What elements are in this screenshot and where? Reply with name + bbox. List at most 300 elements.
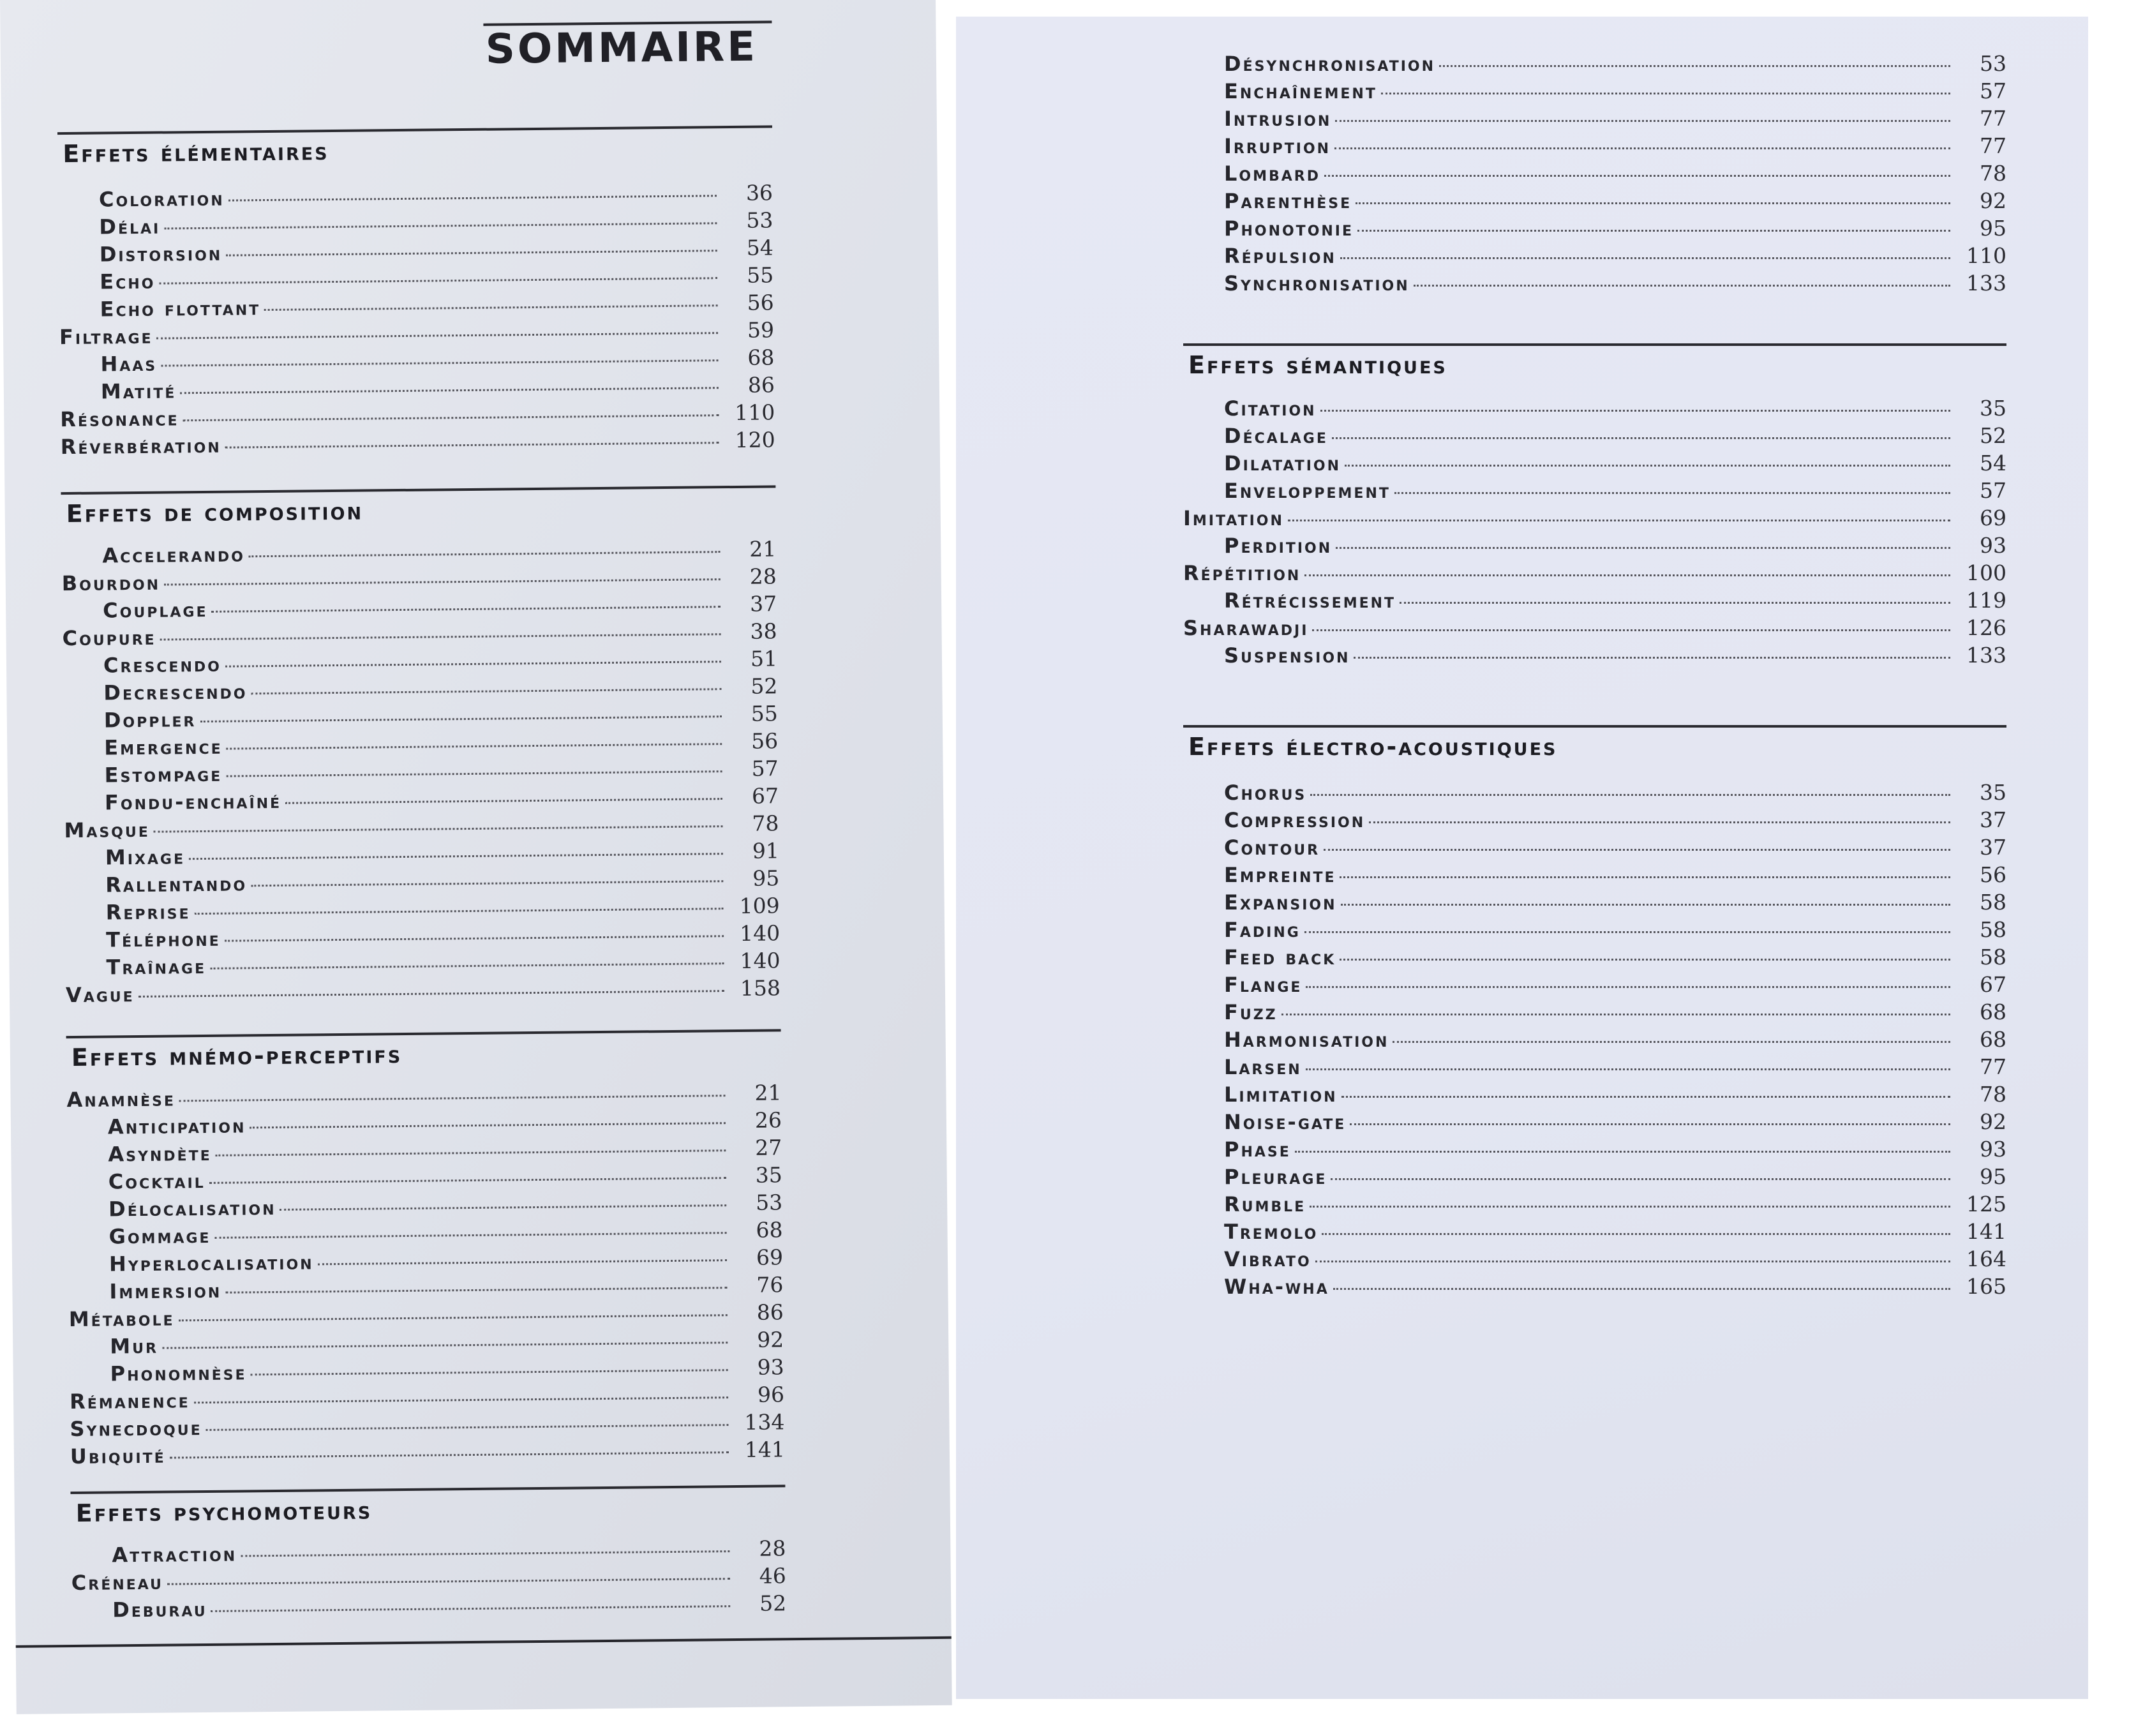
toc-entry [1183, 133, 2006, 161]
entry-title: Coupure [62, 625, 156, 651]
dot-leader [179, 1095, 726, 1102]
entry-title: Echo [100, 269, 156, 294]
section-rule [1183, 343, 2006, 346]
entry-list [61, 536, 781, 1010]
dot-leader [1295, 1151, 1950, 1153]
entry-title: Traînage [106, 954, 207, 980]
dot-leader [1315, 1261, 1950, 1262]
toc-entry [1183, 643, 2006, 670]
page-number: 140 [739, 920, 781, 946]
entry-title: Reprise [105, 899, 191, 925]
dot-leader [228, 195, 717, 201]
entry-title: Larsen [1224, 1055, 1302, 1079]
entry-title: Harmonisation [1224, 1028, 1389, 1052]
page-number: 110 [735, 400, 775, 425]
page-number: 68 [747, 345, 775, 370]
entry-title: Résonance [60, 406, 179, 432]
page-number: 46 [759, 1563, 786, 1589]
dot-leader [212, 606, 721, 613]
dot-leader [161, 359, 718, 366]
dot-leader [241, 1550, 729, 1557]
entry-title: Tremolo [1224, 1220, 1318, 1244]
dot-leader [194, 1396, 728, 1403]
dot-leader [1341, 1096, 1950, 1098]
toc-entry [1183, 1082, 2006, 1109]
dot-leader [1439, 65, 1950, 67]
section-heading: Effets psychomoteurs [75, 1496, 373, 1527]
entry-title: Filtrage [59, 324, 153, 350]
page-number: 69 [1980, 505, 2006, 530]
toc-entry [1183, 1109, 2006, 1137]
page-number: 67 [1980, 972, 2006, 997]
page-number: 69 [756, 1245, 784, 1270]
section-rule [70, 1485, 785, 1494]
entry-title: Chorus [1224, 781, 1307, 805]
page-number: 55 [751, 701, 778, 726]
page-number: 37 [1980, 807, 2006, 832]
entry-title: Vibrato [1224, 1247, 1311, 1271]
page-number: 26 [754, 1107, 782, 1133]
entry-title: Deburau [112, 1597, 207, 1622]
toc-entry [1183, 615, 2006, 643]
entry-title: Suspension [1224, 643, 1350, 668]
dot-leader [249, 551, 721, 557]
page-number: 28 [749, 564, 777, 589]
page-number: 92 [1980, 1109, 2006, 1134]
dot-leader [1281, 1014, 1950, 1015]
entry-title: Decrescendo [103, 679, 248, 705]
entry-list [66, 1080, 785, 1471]
page-number: 37 [749, 591, 777, 617]
entry-title: Immersion [109, 1278, 222, 1304]
dot-leader [225, 935, 724, 942]
toc-entry [1183, 1164, 2006, 1192]
dot-leader [1320, 410, 1950, 412]
left-page [0, 0, 952, 1714]
entry-title: Doppler [103, 707, 197, 733]
dot-leader [159, 277, 717, 284]
section-heading: Effets électro-acoustiques [1188, 733, 1558, 761]
page-number: 56 [751, 728, 779, 754]
entry-list [71, 1536, 786, 1625]
page-number: 28 [759, 1536, 786, 1561]
toc-entry [1183, 423, 2006, 451]
dot-leader [1393, 1041, 1950, 1043]
toc-entry [1183, 396, 2006, 423]
entry-title: Fuzz [1224, 1000, 1278, 1024]
dot-leader [183, 414, 719, 421]
dot-leader [1310, 1206, 1950, 1208]
entry-title: Phonomnèse [110, 1360, 247, 1386]
dot-leader [214, 1232, 726, 1239]
dot-leader [1331, 1178, 1950, 1180]
page-number: 58 [1980, 890, 2006, 915]
section-heading: Effets élémentaires [63, 137, 329, 168]
page-number: 58 [1980, 917, 2006, 942]
toc-entry [1183, 1246, 2006, 1274]
page-number: 77 [1980, 106, 2006, 131]
dot-leader [170, 1451, 729, 1458]
page-number: 53 [746, 207, 773, 233]
entry-title: Créneau [71, 1569, 164, 1596]
page-number: 77 [1980, 1054, 2006, 1079]
entry-title: Coloration [98, 186, 225, 212]
entry-title: Enveloppement [1224, 479, 1391, 503]
dot-leader [160, 633, 721, 640]
dot-leader [1304, 931, 1950, 933]
dot-leader [1414, 285, 1950, 287]
page-number: 53 [1980, 51, 2006, 76]
entry-title: Pleurage [1224, 1165, 1327, 1189]
page-number: 133 [1966, 271, 2006, 296]
entry-title: Enchaînement [1224, 79, 1377, 103]
entry-title: Bourdon [61, 570, 161, 596]
dot-leader [1336, 547, 1950, 549]
page-number: 58 [1980, 945, 2006, 969]
toc-entry [1183, 588, 2006, 615]
entry-title: Répulsion [1224, 244, 1336, 268]
dot-leader [251, 688, 722, 694]
entry-list [1183, 396, 2006, 670]
dot-leader [164, 222, 717, 229]
bottom-rule [16, 1636, 952, 1648]
toc-entry [1183, 451, 2006, 478]
page-number: 95 [1980, 216, 2006, 241]
toc-entry [1183, 79, 2006, 106]
entry-title: Contour [1224, 835, 1320, 860]
page-number: 95 [1980, 1164, 2006, 1189]
entry-title: Parenthèse [1224, 189, 1352, 213]
page-number: 110 [1966, 243, 2006, 268]
section-rule [57, 125, 772, 135]
dot-leader [164, 578, 721, 585]
toc-entry [1183, 1274, 2006, 1301]
dot-leader [200, 715, 721, 722]
dot-leader [1369, 821, 1950, 823]
toc-entry [1183, 945, 2006, 972]
page-number: 141 [1966, 1219, 2006, 1244]
toc-entry [1183, 560, 2006, 588]
toc-entry [1183, 505, 2006, 533]
entry-list [1183, 780, 2006, 1301]
dot-leader [1340, 257, 1950, 259]
dot-leader [1341, 904, 1950, 906]
dot-leader [211, 1605, 731, 1612]
page-number: 134 [744, 1409, 785, 1435]
entry-title: Synchronisation [1224, 271, 1410, 296]
entry-title: Mur [110, 1333, 159, 1359]
entry-title: Emergence [104, 734, 223, 760]
page-number: 158 [740, 975, 781, 1001]
page-number: 76 [756, 1272, 784, 1298]
page-number: 141 [744, 1437, 786, 1462]
page-number: 109 [739, 893, 780, 918]
page-number: 140 [740, 948, 781, 973]
entry-title: Wha-wha [1224, 1275, 1329, 1299]
entry-title: Métabole [68, 1306, 175, 1332]
dot-leader [225, 442, 719, 448]
page-number: 55 [747, 262, 774, 288]
toc-entry [1183, 188, 2006, 216]
entry-title: Vague [65, 982, 135, 1008]
dot-leader [167, 1578, 730, 1585]
entry-title: Irruption [1224, 134, 1331, 158]
toc-entry [1183, 243, 2006, 271]
page-number: 53 [755, 1190, 783, 1215]
page-number: 56 [747, 290, 774, 315]
right-page [956, 17, 2088, 1699]
entry-title: Expansion [1224, 890, 1337, 915]
toc-entry [1183, 999, 2006, 1027]
dot-leader [1304, 574, 1950, 576]
dot-leader [206, 1424, 729, 1431]
page-title: SOMMAIRE [485, 23, 758, 73]
page-number: 38 [750, 618, 777, 644]
page-number: 51 [750, 646, 778, 671]
dot-leader [225, 1287, 727, 1294]
dot-leader [1333, 1288, 1950, 1290]
dot-leader [1357, 230, 1950, 232]
dot-leader [1288, 520, 1950, 521]
page-number: 86 [756, 1299, 784, 1325]
section-rule [61, 485, 775, 495]
dot-leader [1345, 465, 1950, 467]
entry-title: Citation [1224, 396, 1317, 421]
dot-leader [195, 908, 724, 915]
entry-title: Perdition [1224, 534, 1333, 558]
dot-leader [318, 1259, 727, 1265]
entry-title: Rémanence [69, 1388, 190, 1414]
dot-leader [154, 825, 723, 833]
page-number: 96 [757, 1382, 785, 1407]
page-number: 21 [754, 1080, 782, 1105]
dot-leader [1306, 986, 1950, 988]
page-number: 67 [751, 783, 779, 809]
page-number: 27 [755, 1135, 782, 1160]
dot-leader [1335, 120, 1950, 122]
toc-entry [1183, 1192, 2006, 1219]
toc-entry [1183, 51, 2006, 79]
entry-title: Mixage [105, 844, 186, 870]
dot-leader [285, 798, 722, 804]
entry-title: Feed back [1224, 945, 1336, 969]
entry-title: Réverbération [60, 433, 221, 460]
page-number: 91 [752, 838, 780, 864]
entry-title: Fading [1224, 918, 1301, 942]
toc-entry [1183, 917, 2006, 945]
toc-entry [1183, 862, 2006, 890]
page-number: 77 [1980, 133, 2006, 158]
entry-title: Anamnèse [66, 1086, 176, 1112]
entry-title: Empreinte [1224, 863, 1336, 887]
page-number: 52 [751, 673, 778, 699]
entry-title: Rumble [1224, 1192, 1306, 1216]
entry-title: Fondu-enchaîné [104, 788, 282, 815]
page-number: 78 [1980, 161, 2006, 186]
page-number: 21 [749, 536, 777, 562]
entry-title: Flange [1224, 973, 1303, 997]
entry-title: Attraction [112, 1541, 237, 1568]
page-number: 35 [1980, 396, 2006, 421]
toc-entry [1183, 478, 2006, 505]
page-number: 133 [1966, 643, 2006, 668]
entry-title: Rétrécissement [1224, 588, 1396, 613]
dot-leader [225, 661, 721, 667]
dot-leader [251, 880, 723, 887]
page-number: 125 [1966, 1192, 2006, 1216]
entry-title: Accelerando [102, 542, 246, 568]
dot-leader [189, 853, 723, 860]
page-number: 54 [746, 235, 773, 260]
section-heading: Effets mnémo-perceptifs [71, 1040, 403, 1072]
dot-leader [226, 770, 722, 777]
toc-entry [1183, 890, 2006, 917]
dot-leader [1334, 147, 1950, 149]
dot-leader [264, 304, 718, 311]
entry-title: Cocktail [108, 1168, 205, 1194]
dot-leader [162, 1342, 728, 1349]
page-number: 68 [756, 1217, 783, 1243]
page-number: 57 [1980, 478, 2006, 503]
dot-leader [1312, 629, 1950, 631]
toc-entry [1183, 271, 2006, 298]
dot-leader [209, 1177, 726, 1184]
toc-entry [1183, 1137, 2006, 1164]
page-number: 52 [759, 1590, 787, 1616]
dot-leader [227, 743, 722, 749]
page-number: 92 [757, 1327, 784, 1352]
dot-leader [1324, 175, 1950, 177]
page-number: 54 [1980, 451, 2006, 475]
page-number: 165 [1966, 1274, 2006, 1299]
entry-title: Rallentando [105, 871, 248, 897]
page-number: 56 [1980, 862, 2006, 887]
page-number: 52 [1980, 423, 2006, 448]
entry-title: Echo flottant [100, 296, 261, 322]
dot-leader [280, 1204, 727, 1211]
entry-title: Haas [100, 351, 158, 377]
page-number: 92 [1980, 188, 2006, 213]
entry-title: Masque [64, 817, 150, 843]
toc-entry [1183, 106, 2006, 133]
toc-entry [1183, 533, 2006, 560]
page-number: 36 [745, 180, 773, 206]
dot-leader [250, 1122, 726, 1128]
entry-title: Lombard [1224, 161, 1320, 186]
entry-list [58, 180, 775, 461]
entry-title: Désynchronisation [1224, 52, 1436, 76]
page-number: 59 [747, 317, 775, 343]
page-number: 119 [1966, 588, 2006, 613]
dot-leader [1356, 202, 1950, 204]
dot-leader [1310, 794, 1950, 796]
entry-title: Imitation [1183, 506, 1284, 530]
section-effets-psychomoteurs [70, 1485, 787, 1622]
dot-leader [1350, 1123, 1950, 1125]
page-number: 120 [735, 427, 775, 453]
page-number: 37 [1980, 835, 2006, 860]
toc-entry [1183, 1027, 2006, 1054]
page-number: 126 [1966, 615, 2006, 640]
entry-title: Sharawadji [1183, 616, 1309, 640]
entry-title: Intrusion [1224, 107, 1332, 131]
entry-title: Gommage [108, 1223, 211, 1249]
entry-title: Estompage [104, 761, 223, 788]
dot-leader [1332, 437, 1950, 439]
section-heading: Effets de composition [66, 497, 364, 528]
toc-entry [1183, 972, 2006, 999]
page-number: 100 [1966, 560, 2006, 585]
page-number: 35 [1980, 780, 2006, 805]
page-number: 68 [1980, 1027, 2006, 1052]
dot-leader [226, 250, 717, 256]
entry-title: Décalage [1224, 424, 1328, 448]
toc-entry [1183, 780, 2006, 807]
toc-entry [1183, 807, 2006, 835]
page-number: 57 [751, 756, 779, 781]
section-effets-mnemo-perceptifs [66, 1029, 786, 1469]
page-number: 93 [757, 1354, 784, 1380]
dot-leader [1306, 1068, 1950, 1070]
page-number: 95 [752, 865, 780, 891]
page-number: 78 [752, 811, 779, 836]
page-number: 86 [747, 372, 775, 398]
entry-title: Couplage [103, 597, 208, 623]
dot-leader [1340, 959, 1950, 961]
dot-leader [1322, 1233, 1950, 1235]
section-heading: Effets sémantiques [1188, 351, 1447, 379]
page-number: 93 [1980, 1137, 2006, 1162]
dot-leader [1381, 93, 1950, 94]
entry-list [1183, 51, 2006, 298]
entry-title: Ubiquité [70, 1443, 166, 1469]
dot-leader [251, 1369, 728, 1375]
entry-title: Téléphone [105, 926, 221, 952]
page-number: 57 [1980, 79, 2006, 103]
entry-title: Noise-gate [1224, 1110, 1347, 1134]
entry-title: Phase [1224, 1137, 1291, 1162]
entry-title: Compression [1224, 808, 1366, 832]
entry-title: Délai [99, 214, 161, 239]
dot-leader [210, 962, 724, 969]
page-number: 164 [1966, 1246, 2006, 1271]
toc-entry [1183, 1219, 2006, 1246]
page-number: 93 [1980, 533, 2006, 558]
page-number: 78 [1980, 1082, 2006, 1107]
dot-leader [157, 332, 719, 339]
dot-leader [1400, 602, 1950, 604]
dot-leader [1340, 876, 1950, 878]
entry-title: Hyperlocalisation [108, 1250, 314, 1276]
entry-title: Répétition [1183, 561, 1301, 585]
entry-title: Distorsion [99, 241, 223, 267]
entry-title: Synecdoque [70, 1416, 202, 1442]
dot-leader [1354, 657, 1950, 659]
section-effets-elementaires [57, 125, 775, 460]
dot-leader [1394, 492, 1950, 494]
page-number: 35 [755, 1162, 782, 1188]
section-rule [66, 1029, 781, 1038]
toc-entry [1183, 161, 2006, 188]
toc-entry [1183, 216, 2006, 243]
entry-title: Délocalisation [108, 1195, 276, 1222]
entry-title: Limitation [1224, 1082, 1338, 1107]
entry-title: Dilatation [1224, 451, 1341, 475]
section-effets-de-composition [61, 485, 781, 1008]
dot-leader [180, 387, 719, 394]
entry-title: Anticipation [107, 1113, 246, 1139]
entry-title: Phonotonie [1224, 216, 1354, 241]
